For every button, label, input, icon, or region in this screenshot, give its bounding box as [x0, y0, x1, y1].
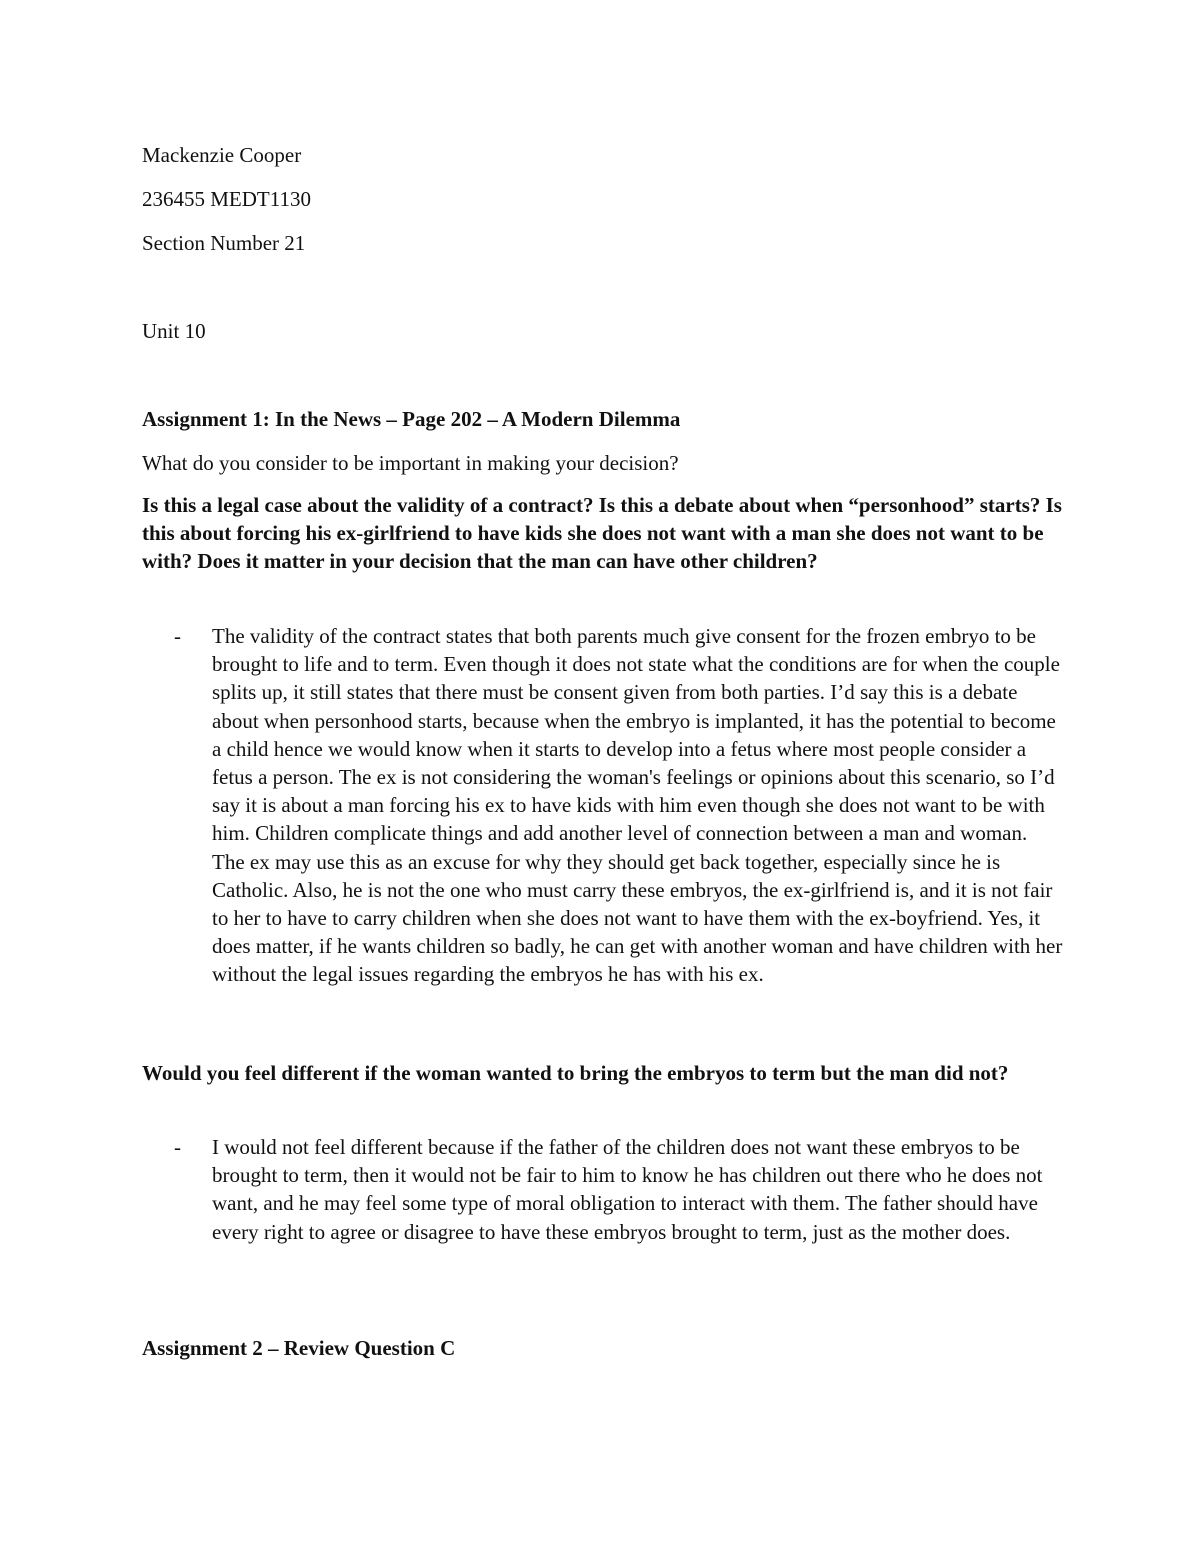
bullet-dash: - [174, 1135, 181, 1159]
answer-2-text: I would not feel different because if the father of the children does not want these embryos to be brought to term, then it would not be fair to him to know he has children out there who he does not want, and he may feel some type of moral obligation to interact with them. The father should have every right to agree or disagree to have these embryos brought to term, just as the mother does. [212, 1135, 1043, 1244]
assignment1-prompt: What do you consider to be important in making your decision? [142, 451, 679, 475]
assignment1-heading: Assignment 1: In the News – Page 202 – A Modern Dilemma [142, 407, 681, 431]
unit-label: Unit 10 [142, 319, 206, 343]
assignment2-heading: Assignment 2 – Review Question C [142, 1336, 456, 1360]
question-1: Is this a legal case about the validity of a contract? Is this a debate about when “personhood” starts? Is this about forcing his ex-girlfriend to have kids she does not want with a man she does not want to be with? Does it matter in your decision that the man can have other children? [142, 493, 1062, 574]
course-code: 236455 MEDT1130 [142, 187, 311, 211]
answer-1-item [142, 622, 1072, 989]
question-2: Would you feel different if the woman wanted to bring the embryos to term but the man did not? [142, 1061, 1009, 1085]
student-name: Mackenzie Cooper [142, 143, 302, 167]
answer-2-item [142, 1133, 1072, 1246]
answer-1-text: The validity of the contract states that both parents much give consent for the frozen embryo to be brought to life and to term. Even though it does not state what the conditions are for when the couple splits up, it still states that there must be consent given from both parties. I’d say this is a debate about when personhood starts, because when the embryo is implanted, it has the potential to become a child hence we would know when it starts to develop into a fetus where most people consider a fetus a person. The ex is not considering the woman's feelings or opinions about this scenario, so I’d say it is about a man forcing his ex to have kids with him even though she does not want to be with him. Children complicate things and add another level of connection between a man and woman. The ex may use this as an excuse for why they should get back together, especially since he is Catholic. Also, he is not the one who must carry these embryos, the ex-girlfriend is, and it is not fair to her to have to carry children when she does not want to have them with the ex-boyfriend. Yes, it does matter, if he wants children so badly, he can get with another woman and have children with her without the legal issues regarding the embryos he has with his ex. [212, 624, 1063, 987]
bullet-dash: - [174, 624, 181, 648]
section-number: Section Number 21 [142, 231, 306, 255]
